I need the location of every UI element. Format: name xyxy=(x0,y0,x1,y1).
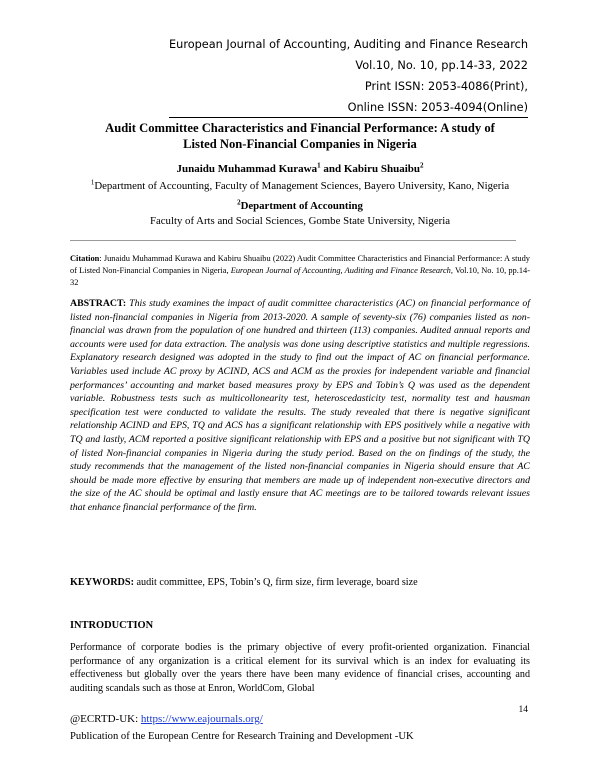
abstract-text: This study examines the impact of audit committee characteristics (AC) on financial performance of listed non-financial companies in Nigeria from 2013-2020. A sample of seventy-six (76) companies listed as non-financial was drawn from the population of one hundred and thirteen (113) companies. Audited annual reports and accounts were used for data extraction. The analysis was done using descriptive statistics and multiple regressions. Explanatory research designed was adopted in the study to find out the impact of AC on financial performance. Variables used include AC proxy by ACIND, ACS and ACM as the proxies for independent variable and financial performances’ accounting and market based measures proxy by EPS and Tobin’s Q was used as the dependent variable. Robustness tests such as multicollonearity test, heteroscedasticity test, normality test and hausman specification test were conducted to validate the results. The study revealed that there is negative significant relationship ACIND and EPS, TQ and ACS has a significant relationship with EPS positively while a negative with TQ and lastly, ACM reported a positive significant relationship with EPS and a positive but not significant with TQ of listed Non-financial companies in Nigeria during the study period. Based on the on findings of the study, the study recommends that the management of the listed non-financial companies in Nigeria should ensure that AC should be made more effective by ensuring that members are made up of independent non-executive directors and the size of the AC should be optimal and lastly ensure that AC meetings are to be tailored towards relevant issues that enhance financial performance of the firm. xyxy=(70,298,530,513)
section-heading-introduction: INTRODUCTION xyxy=(70,620,154,631)
citation-block xyxy=(70,253,530,290)
affiliation-2-mark: 2 xyxy=(237,198,241,207)
journal-name: European Journal of Accounting, Auditing and Finance Research xyxy=(169,38,528,51)
footer-org xyxy=(70,713,263,725)
page-number: 14 xyxy=(518,705,528,715)
affiliation-1-mark: 1 xyxy=(90,178,95,187)
running-header xyxy=(169,36,528,118)
abstract xyxy=(70,297,530,515)
keywords-label: KEYWORDS: xyxy=(70,577,134,588)
affiliation-1 xyxy=(70,180,530,192)
paper-title xyxy=(70,120,530,152)
volume-info: Vol.10, No. 10, pp.14-33, 2022 xyxy=(355,59,528,72)
author-conjunction: and xyxy=(320,163,344,175)
journal-website-link[interactable]: https://www.eajournals.org/ xyxy=(140,713,263,725)
keywords-text: audit committee, EPS, Tobin’s Q, firm size, firm leverage, board size xyxy=(133,577,418,588)
footer-publication: Publication of the European Centre for Research Training and Development -UK xyxy=(70,731,414,742)
title-line-2: Listed Non-Financial Companies in Nigeria xyxy=(183,137,417,151)
affiliation-2-dept xyxy=(70,200,530,212)
author-2-affil-mark: 2 xyxy=(419,161,424,170)
author-1: Junaidu Muhammad Kurawa xyxy=(176,163,318,175)
introduction-paragraph: Performance of corporate bodies is the primary objective of every profit-oriented organization. Financial performance of any organization is a critical element for its survival which is an index for evaluating its effectiveness but globally over the years there have been many evidence of financial crises, accounting and auditing scandals such as those at Enron, WorldCom, Global xyxy=(70,642,530,695)
author-1-affil-mark: 1 xyxy=(317,161,321,170)
author-list xyxy=(70,163,530,175)
online-issn: Online ISSN: 2053-4094(Online) xyxy=(169,99,528,118)
abstract-label: ABSTRACT: xyxy=(70,298,127,309)
citation-label: Citation xyxy=(70,254,100,263)
citation-text: : Junaidu Muhammad Kurawa and Kabiru Shuaibu (2022) Audit Committee Characteristics and Financial Performance: A study of Listed Non-Financial Companies in Nigeria, xyxy=(70,254,530,276)
author-2: Kabiru Shuaibu xyxy=(343,163,420,175)
print-issn: Print ISSN: 2053-4086(Print), xyxy=(364,80,528,93)
divider xyxy=(70,240,516,241)
citation-journal: European Journal of Accounting, Auditing and Finance Research xyxy=(230,266,451,276)
affiliation-2: Faculty of Arts and Social Sciences, Gombe State University, Nigeria xyxy=(149,215,451,227)
affiliation-2-dept-text: Department of Accounting xyxy=(240,200,363,212)
title-line-1: Audit Committee Characteristics and Financial Performance: A study of xyxy=(105,121,495,135)
keywords xyxy=(70,577,530,588)
citation-tail: , Vol.10, No. 10, pp.14-32 xyxy=(70,266,530,288)
affiliation-1-text: Department of Accounting, Faculty of Management Sciences, Bayero University, Kano, Nigeria xyxy=(94,180,510,192)
footer-org-label: @ECRTD-UK: xyxy=(70,713,141,725)
